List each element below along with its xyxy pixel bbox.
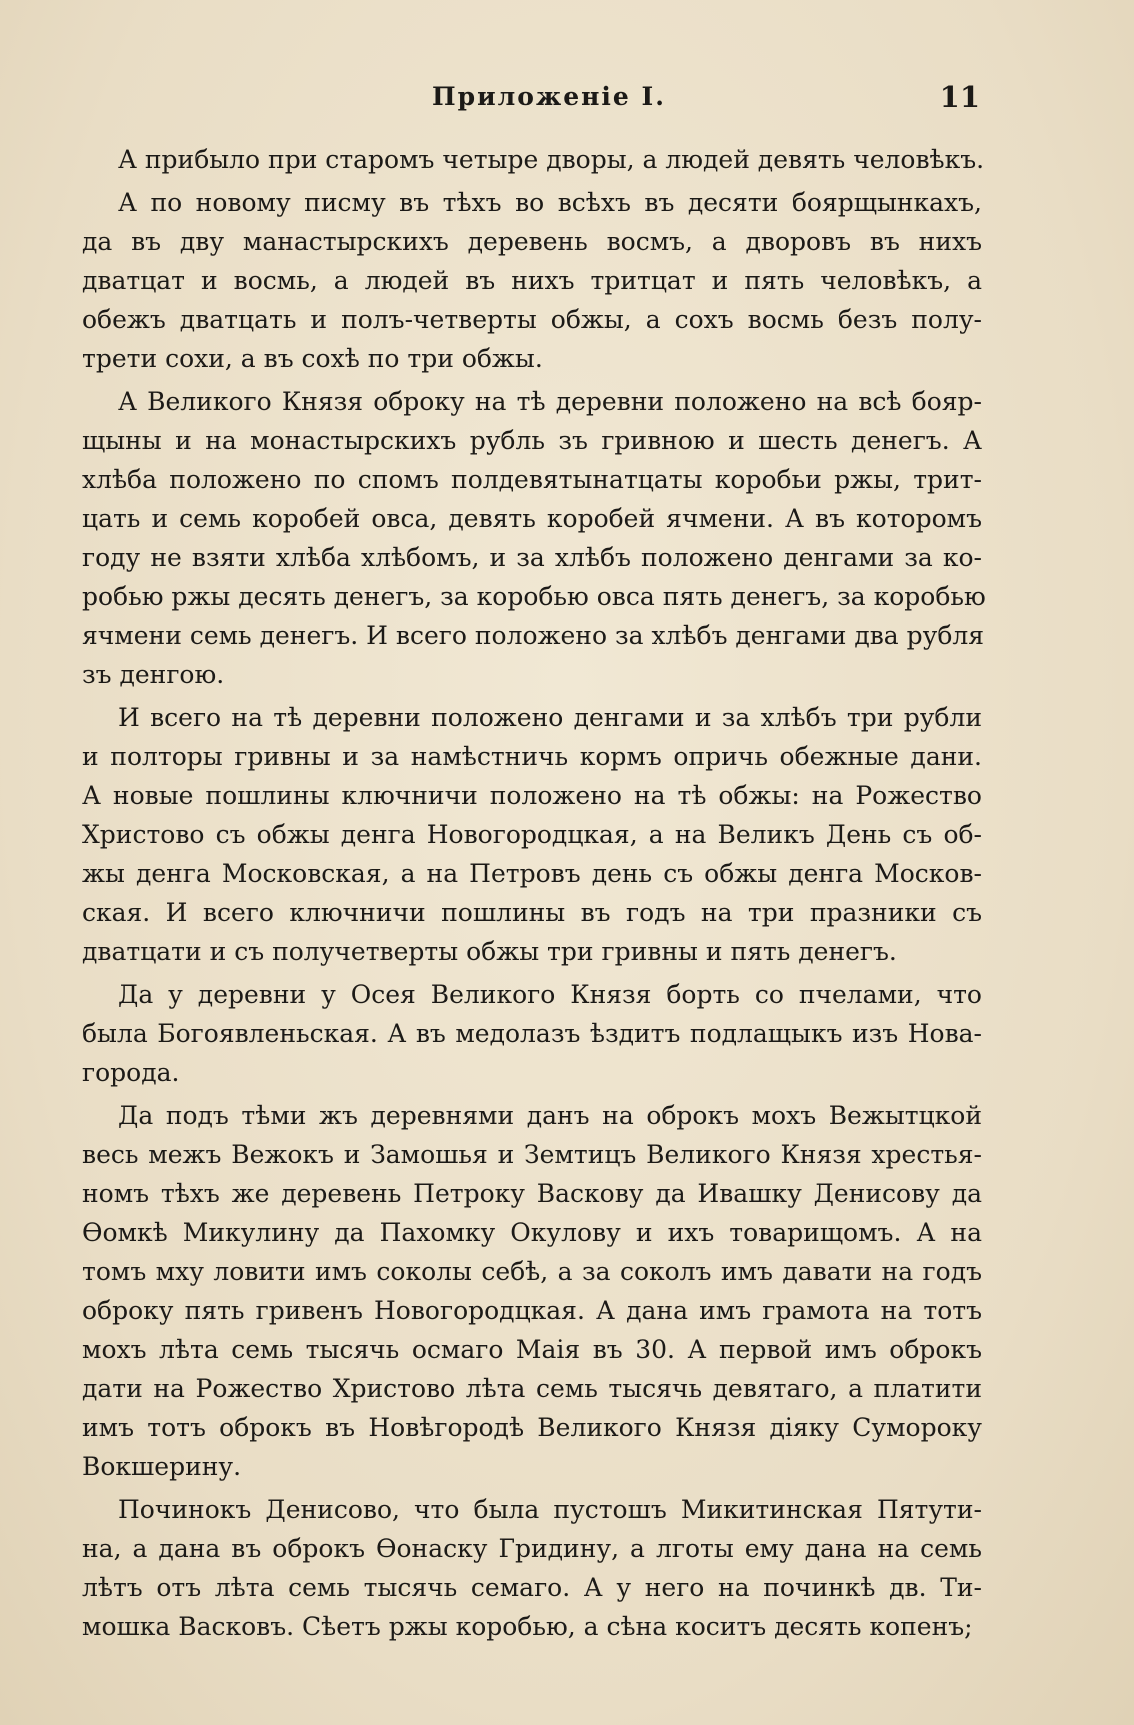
text-line: и полторы гривны и за намѣстничь кормъ опричь обежные дани.: [82, 742, 982, 771]
text-line: А прибыло при старомъ четыре дворы, а людей девять человѣкъ.: [118, 145, 985, 174]
text-line: жы денга Московская, а на Петровъ день съ обжы денга Москов-: [82, 859, 982, 888]
text-line: щыны и на монастырскихъ рубль зъ гривною и шесть денегъ. А: [82, 426, 982, 455]
text-line: Вокшерину.: [82, 1452, 242, 1481]
text-line: лѣтъ отъ лѣта семь тысячь семаго. А у него на починкѣ дв. Ти-: [82, 1573, 982, 1602]
text-line: Ѳомкѣ Микулину да Пахомку Окулову и ихъ товарищомъ. А на: [82, 1218, 982, 1247]
paragraph: [82, 140, 985, 179]
text-line: А Великого Князя оброку на тѣ деревни положено на всѣ бояр-: [118, 387, 982, 416]
text-line: ская. И всего ключничи пошлины въ годъ на три празники съ: [82, 898, 982, 927]
text-line: дати на Рожество Христово лѣта семь тысячь девятаго, а платити: [82, 1374, 982, 1403]
body-text: [82, 140, 986, 1650]
paragraph: [82, 1490, 982, 1646]
text-line: зъ денгою.: [82, 660, 225, 689]
text-line: обежъ дватцать и полъ-четверты обжы, а сохъ восмь безъ полу-: [82, 305, 982, 334]
page-number: 11: [939, 80, 980, 114]
text-line: города.: [82, 1058, 180, 1087]
text-line: А новые пошлины ключничи положено на тѣ обжы: на Рожество: [82, 781, 982, 810]
paragraph: [82, 975, 982, 1092]
page-header: [118, 80, 980, 120]
text-line: томъ мху ловити имъ соколы себѣ, а за соколъ имъ давати на годъ: [82, 1257, 982, 1286]
running-head: Приложеніе I.: [432, 82, 666, 111]
text-line: ячмени семь денегъ. И всего положено за хлѣбъ денгами два рубля: [82, 621, 985, 650]
paragraph: [82, 698, 982, 971]
text-line: робью ржы десять денегъ, за коробью овса пять денегъ, за коробью: [82, 582, 986, 611]
text-line: да въ дву манастырскихъ деревень восмъ, а дворовъ въ нихъ: [82, 227, 982, 256]
text-line: трети сохи, а въ сохѣ по три обжы.: [82, 344, 543, 373]
text-line: мохъ лѣта семь тысячь осмаго Маія въ 30. А первой имъ оброкъ: [82, 1335, 982, 1364]
paragraph: [82, 382, 986, 694]
text-line: номъ тѣхъ же деревень Петроку Васкову да Ивашку Денисову да: [82, 1179, 982, 1208]
text-line: оброку пять гривенъ Новогородцкая. А дана имъ грамота на тотъ: [82, 1296, 982, 1325]
text-line: дватцати и съ получетверты обжы три гривны и пять денегъ.: [82, 937, 897, 966]
text-line: дватцат и восмь, а людей въ нихъ тритцат и пять человѣкъ, а: [82, 266, 982, 295]
paragraph: [82, 183, 982, 378]
text-line: А по новому писму въ тѣхъ во всѣхъ въ десяти боярщынкахъ,: [118, 188, 982, 217]
text-line: цать и семь коробей овса, девять коробей ячмени. А въ которомъ: [82, 504, 982, 533]
text-line: Да у деревни у Осея Великого Князя борть со пчелами, что: [118, 980, 982, 1009]
text-line: была Богоявленьская. А въ медолазъ ѣздитъ подлащыкъ изъ Нова-: [82, 1019, 982, 1048]
text-line: мошка Васковъ. Сѣетъ ржы коробью, а сѣна коситъ десять копенъ;: [82, 1612, 973, 1641]
text-line: хлѣба положено по спомъ полдевятынатцаты коробьи ржы, трит-: [82, 465, 982, 494]
text-line: весь межъ Вежокъ и Замошья и Земтицъ Великого Князя хрестья-: [82, 1140, 982, 1169]
paragraph: [82, 1096, 982, 1486]
text-line: имъ тотъ оброкъ въ Новѣгородѣ Великого Князя діяку Сумороку: [82, 1413, 982, 1442]
text-line: на, а дана въ оброкъ Ѳонаску Гридину, а лготы ему дана на семь: [82, 1534, 982, 1563]
text-line: И всего на тѣ деревни положено денгами и за хлѣбъ три рубли: [118, 703, 982, 732]
text-line: Да подъ тѣми жъ деревнями данъ на оброкъ мохъ Вежытцкой: [118, 1101, 982, 1130]
text-line: году не взяти хлѣба хлѣбомъ, и за хлѣбъ положено денгами за ко-: [82, 543, 982, 572]
text-line: Починокъ Денисово, что была пустошъ Микитинская Пятути-: [118, 1495, 982, 1524]
text-line: Христово съ обжы денга Новогородцкая, а на Великъ День съ об-: [82, 820, 982, 849]
